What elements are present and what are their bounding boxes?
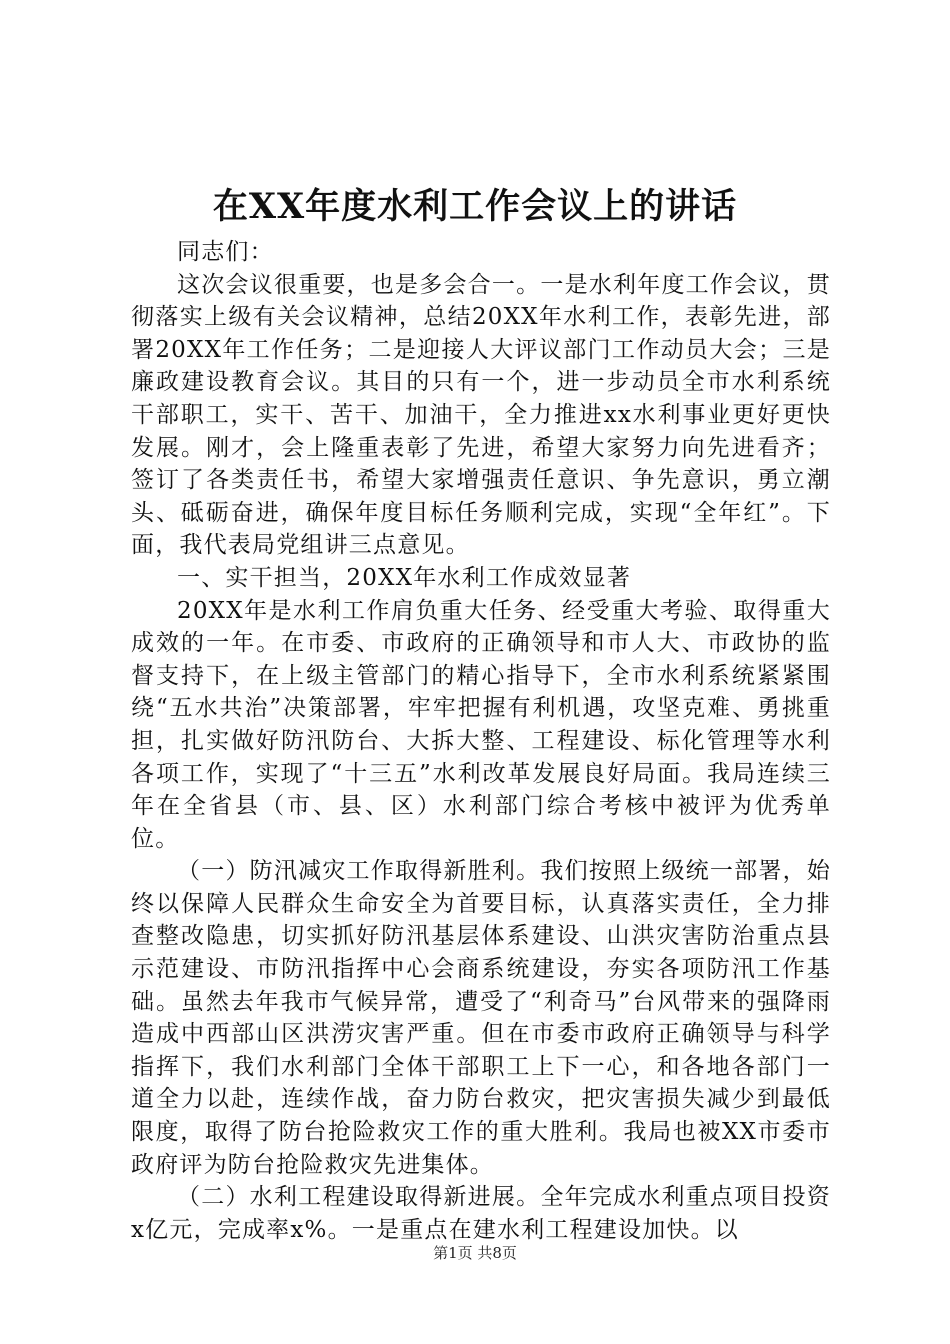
paragraph-salutation: 同志们： [177, 239, 274, 265]
section-heading-1: 一、实干担当，20XX年水利工作成效显著 [177, 564, 632, 591]
document-body [131, 236, 831, 1246]
paragraph-summary: 20XX年是水利工作肩负重大任务、经受重大考验、取得重大成效的一年。在市委、市政府的正确领导和市人大、市政协的监督支持下，在上级主管部门的精心指导下，全市水利系统紧紧围绕“五水共治”决策部署，牢牢把握有利机遇，攻坚克难、勇挑重担，扎实做好防汛防台、大拆大整、工程建设、标化管理等水利各项工作，实现了“十三五”水利改革发展良好局面。我局连续三年在全省县（市、县、区）水利部门综合考核中被评为优秀单位。 [131, 597, 831, 852]
document-title: 在XX年度水利工作会议上的讲话 [212, 186, 738, 227]
paragraph-flood-control: （一）防汛减灾工作取得新胜利。我们按照上级统一部署，始终以保障人民群众生命安全为首要目标，认真落实责任，全力排查整改隐患，切实抓好防汛基层体系建设、山洪灾害防治重点县示范建设、市防汛指挥中心会商系统建设，夯实各项防汛工作基础。虽然去年我市气候异常，遭受了“利奇马”台风带来的强降雨造成中西部山区洪涝灾害严重。但在市委市政府正确领导与科学指挥下，我们水利部门全体干部职工上下一心，和各地各部门一道全力以赴，连续作战，奋力防台救灾，把灾害损失减少到最低限度，取得了防台抢险救灾工作的重大胜利。我局也被XX市委市政府评为防台抢险救灾先进集体。 [131, 858, 831, 1178]
paragraph-intro: 这次会议很重要，也是多会合一。一是水利年度工作会议，贯彻落实上级有关会议精神，总结20XX年水利工作，表彰先进，部署20XX年工作任务；二是迎接人大评议部门工作动员大会；三是廉政建设教育会议。其目的只有一个，进一步动员全市水利系统干部职工，实干、苦干、加油干，全力推进xx水利事业更好更快发展。刚才，会上隆重表彰了先进，希望大家努力向先进看齐；签订了各类责任书，希望大家增强责任意识、争先意识，勇立潮头、砥砺奋进，确保年度目标任务顺利完成，实现“全年红”。下面，我代表局党组讲三点意见。 [131, 271, 831, 559]
paragraph-construction: （二）水利工程建设取得新进展。全年完成水利重点项目投资x亿元，完成率x%。一是重点在建水利工程建设加快。以 [131, 1184, 831, 1243]
page-footer: 第1页 共8页 [433, 1244, 517, 1262]
